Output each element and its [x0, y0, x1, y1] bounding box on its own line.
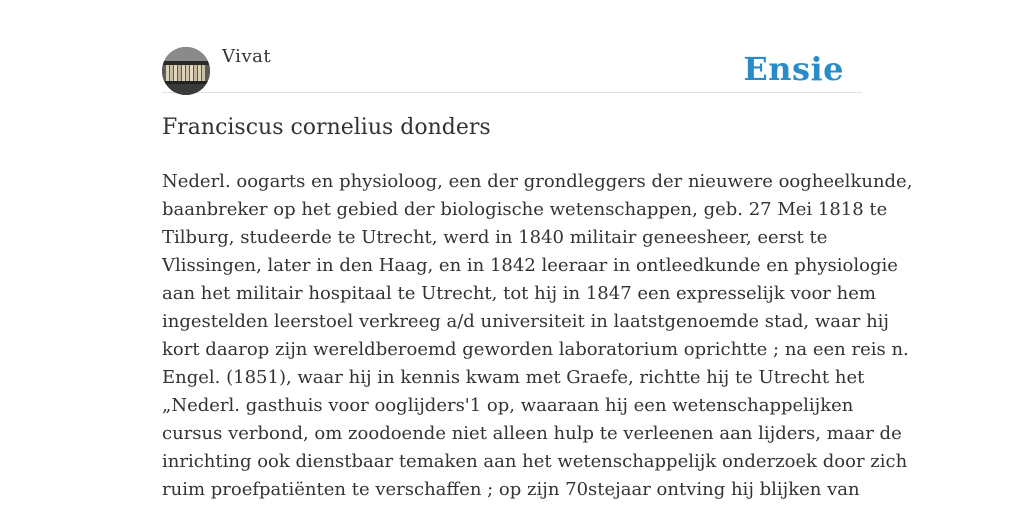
- article-line: „Nederl. gasthuis voor ooglijders'1 op, waaraan hij een wetenschappelijken: [162, 395, 854, 416]
- article-line: Engel. (1851), waar hij in kennis kwam met Graefe, richtte hij te Utrecht het: [162, 367, 865, 388]
- article-title: Franciscus cornelius donders: [162, 115, 491, 140]
- article-line: cursus verbond, om zoodoende niet alleen hulp te verleenen aan lijders, maar de: [162, 423, 902, 444]
- article-line: Vlissingen, later in den Haag, en in 1842 leeraar in ontleedkunde en physiologie: [162, 255, 898, 276]
- author-avatar[interactable]: [162, 47, 210, 95]
- author-name[interactable]: Vivat: [222, 46, 272, 67]
- article-line: Nederl. oogarts en physioloog, een der grondleggers der nieuwere oogheelkunde,: [162, 171, 913, 192]
- article-line: Tilburg, studeerde te Utrecht, werd in 1840 militair geneesheer, eerst te: [162, 227, 828, 248]
- article-line: baanbreker op het gebied der biologische wetenschappen, geb. 27 Mei 1818 te: [162, 199, 888, 220]
- brand-logo[interactable]: Ensie: [743, 50, 844, 88]
- article-page: [162, 0, 913, 500]
- article-line: kort daarop zijn wereldberoemd geworden laboratorium oprichtte ; na een reis n.: [162, 339, 909, 360]
- article-body: [162, 168, 913, 504]
- article-line: inrichting ook dienstbaar temaken aan het wetenschappelijk onderzoek door zich: [162, 451, 908, 472]
- article-line: ruim proefpatiënten te verschaffen ; op zijn 70stejaar ontving hij blijken van: [162, 479, 860, 500]
- article-line: ingestelden leerstoel verkreeg a/d universiteit in laatstgenoemde stad, waar hij: [162, 311, 889, 332]
- article-line: aan het militair hospitaal te Utrecht, tot hij in 1847 een expresselijk voor hem: [162, 283, 876, 304]
- article-header: [162, 0, 862, 93]
- bookshelf-icon: [162, 47, 210, 95]
